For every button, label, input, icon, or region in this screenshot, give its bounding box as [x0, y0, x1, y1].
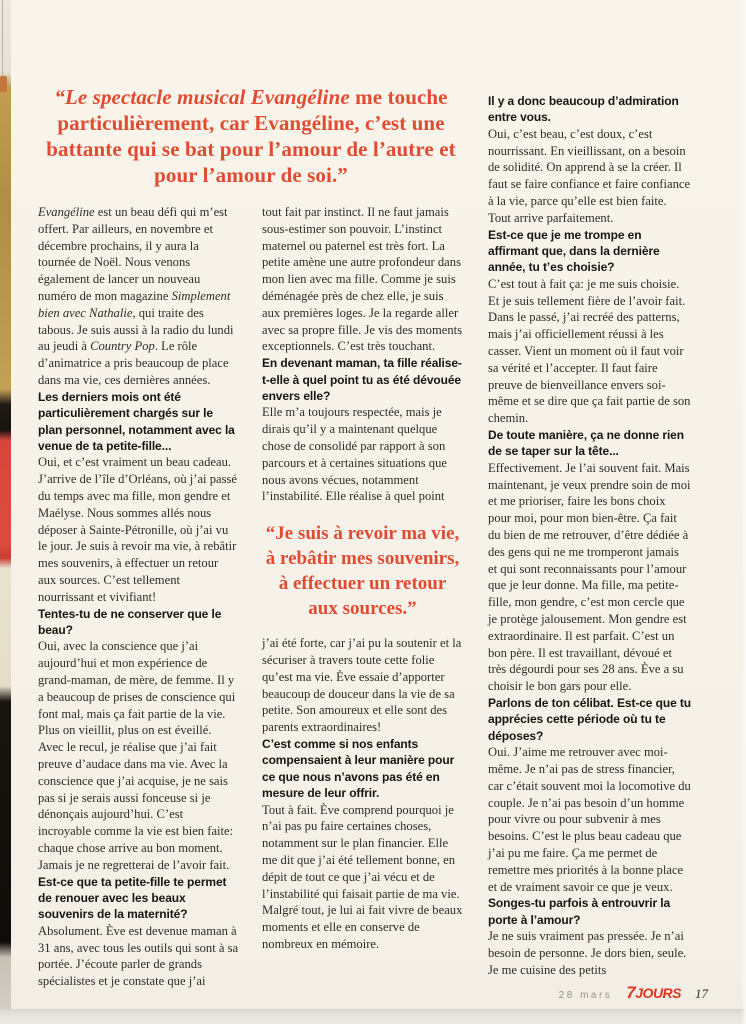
page-footer [559, 983, 708, 1003]
interview-answer: Elle m’a toujours respectée, mais je dirais qu’il y a maintenant quelque chose de consolidé par rapport à son parcours et à certaines situations que nous avons vécues, notamment l’instabilité. Elle réalise à quel point [262, 405, 447, 504]
interview-answer: j’ai été forte, car j’ai pu la soutenir et la sécuriser à travers toute cette folie qu’est ma vie. Ève essaie d’apporter beaucoup de douceur dans la vie de sa petite. Son amoureux et elle sont des parents extraordinaires! [262, 636, 462, 735]
interview-question: Est-ce que ta petite-fille te permet de renouer avec les beaux souvenirs de la maternité? [38, 874, 227, 922]
intro-part-magazine-title: Simplement bien avec Nathalie [38, 288, 231, 320]
headline-quote [38, 84, 464, 188]
interview-answer: Oui, c’est beau, c’est doux, c’est nourrissant. En vieillissant, on a besoin de solidité. On apprend à se la créer. Il faut se faire confiance et faire confiance à la vie, parce qu’elle est bien faite. Tout arrive parfaitement. [488, 126, 691, 225]
intro-part-title: Evangéline [38, 205, 95, 219]
headline-quote-part: me touche particulièrement, car Evangéline, c’est une battante qui se bat pour l’amour de l’autre et pour l’amour de soi.” [46, 85, 456, 187]
interview-question: Est-ce que je me trompe en affirmant que, dans la dernière année, tu t’es choisie? [488, 227, 660, 275]
headline-quote-title-italic: Evangéline [250, 85, 350, 109]
scan-blemish [0, 76, 7, 92]
magazine-spine-edge [0, 0, 11, 1024]
interview-answer: Absolument. Ève est devenue maman à 31 ans, avec tous les outils qui sont à sa portée. J’écoute parler de grands spécialistes et je constate que j’ai [38, 923, 239, 989]
column-2 [262, 204, 463, 953]
interview-answer: Effectivement. Je l’ai souvent fait. Mais maintenant, je veux prendre soin de moi et me prioriser, faire les bons choix pour moi, pour mon bien-être. Ça fait du bien de me retrouver, d’être dédiée à des gens qui ne me tromperont jamais et qui sont reconnaissants pour l’amour que je leur donne. Ma fille, ma petite-fille, mon gendre, c’est mon cercle que je protège jalousement. Mon gendre est extraordinaire. Il est parfait. C’est un bon père. Il est travaillant, dévoué et très dégourdi pour ses 28 ans. Ève a su choisir le bon gars pour elle. [488, 460, 691, 694]
interview-question: Les derniers mois ont été particulièrement chargés sur le plan personnel, notamment avec la venue de ta petite-fille... [38, 389, 235, 453]
interview-question: Parlons de ton célibat. Est-ce que tu apprécies cette période où tu te déposes? [488, 695, 692, 743]
magazine-logo-seven: 7 [626, 983, 636, 1002]
scan-bottom-edge [0, 1009, 746, 1024]
interview-answer: Je ne suis vraiment pas pressée. Je n’ai besoin de personne. Je dors bien, seule. Je me cuisine des petits [488, 929, 687, 977]
column-3 [488, 93, 691, 979]
interview-question: En devenant maman, ta fille réalise-t-elle à quel point tu as été dévouée envers elle? [262, 356, 462, 403]
scan-right-edge [741, 0, 746, 1024]
magazine-logo [626, 983, 681, 1003]
interview-question: Songes-tu parfois à entrouvrir la porte à l’amour? [488, 896, 671, 927]
interview-answer: C’est tout à fait ça: je me suis choisie. Et je suis tellement fière de l’avoir fait. Dans le passé, j’ai recréé des patterns, mais j’ai officiellement réussi à les casser. Vient un moment où il faut voir sa vérité et l’accepter. Il faut faire preuve de bienveillance envers soi-même et se dire que ça fait partie de son chemin. [488, 276, 691, 426]
intro-paragraph [38, 204, 239, 389]
intro-part: . Le rôle d’animatrice a pris beaucoup de place dans ma vie, ces dernières années. [38, 339, 229, 387]
interview-question: Il y a donc beaucoup d’admiration entre vous. [488, 94, 679, 125]
intro-part-radio-title: Country Pop [90, 339, 155, 354]
intro-part: , qui traite des tabous. Je suis aussi à la radio du lundi au jeudi à [38, 305, 234, 354]
page-number: 17 [695, 986, 708, 1001]
interview-answer: tout fait par instinct. Il ne faut jamais sous-estimer son pouvoir. L’instinct maternel ou paternel est très fort. La petite amène une autre profondeur dans mon lien avec ma fille. Comme je suis déménagée près de chez elle, je suis aux premières loges. Je la regarde aller avec sa propre fille. Je vis des moments exceptionnels. C’est très touchant. [262, 205, 463, 354]
interview-answer: Oui, avec la conscience que j’ai aujourd’hui et mon expérience de grand-maman, de mère, de femme. Il y a beaucoup de prises de conscience qui font mal, mais ça fait partie de la vie. Plus on vieillit, plus on est éveillé. Avec le recul, je réalise que j’ai fait preuve d’audace dans ma vie. Avec la conscience que j’ai acquise, je ne sais pas si je serais aussi fonceuse si je dénonçais aujourd’hui. C’est incroyable comme la vie est bien faite: chaque chose arrive au bon moment. Jamais je ne regretterai de l’avoir fait. [38, 639, 236, 872]
interview-question: De toute manière, ça ne donne rien de se taper sur la tête... [488, 427, 684, 459]
headline-quote-part: “Le spectacle musical [54, 85, 251, 109]
interview-answer: Tout à fait. Ève comprend pourquoi je n’ai pas pu faire certaines choses, notamment sur le plan financier. Elle me dit que j’ai été tellement bonne, en dépit de tout ce que j’ai vécu et de l’instabilité qui faisait partie de ma vie. Malgré tout, je lui ai fait vivre de beaux moments et elle en conserve de nombreux en mémoire. [262, 802, 463, 951]
column-1 [38, 204, 239, 990]
mid-pull-quote: “Je suis à revoir ma vie, à rebâtir mes souvenirs, à effectuer un retour aux sources.” [265, 523, 460, 620]
magazine-logo-rest: JOURS [635, 985, 681, 1001]
interview-question: C’est comme si nos enfants compensaient à leur manière pour ce que nous n’avons pas été en mesure de leur offrir. [262, 736, 455, 801]
interview-answer: Oui. J’aime me retrouver avec moi-même. Je n’ai pas de stress financier, car c’était souvent moi la locomotive du couple. Je n’ai pas besoin d’un homme pour vivre ou pour subvenir à mes besoins. C’est le plus beau cadeau que j’ai pu me faire. Ça me permet de remettre mes priorités à la bonne place et de vraiment savoir ce que je veux. [488, 745, 691, 894]
intro-part: est un beau défi qui m’est offert. Par ailleurs, en novembre et décembre prochains, il y aura la tournée de Noël. Nous venons également de lancer un nouveau numéro de mon magazine [38, 205, 228, 303]
interview-question: Tentes-tu de ne conserver que le beau? [38, 606, 222, 637]
interview-answer: Oui, et c’est vraiment un beau cadeau. J’arrive de l’île d’Orléans, où j’ai passé du temps avec ma fille, mon gendre et Maélyse. Nous sommes allés nous déposer à Sainte-Pétronille, où j’ai vu le jour. Je suis à revoir ma vie, à rebâtir mes souvenirs, à effectuer un retour aux sources. C’est tellement nourrissant et vivifiant! [38, 455, 237, 604]
footer-date: 28 mars [558, 990, 613, 1001]
